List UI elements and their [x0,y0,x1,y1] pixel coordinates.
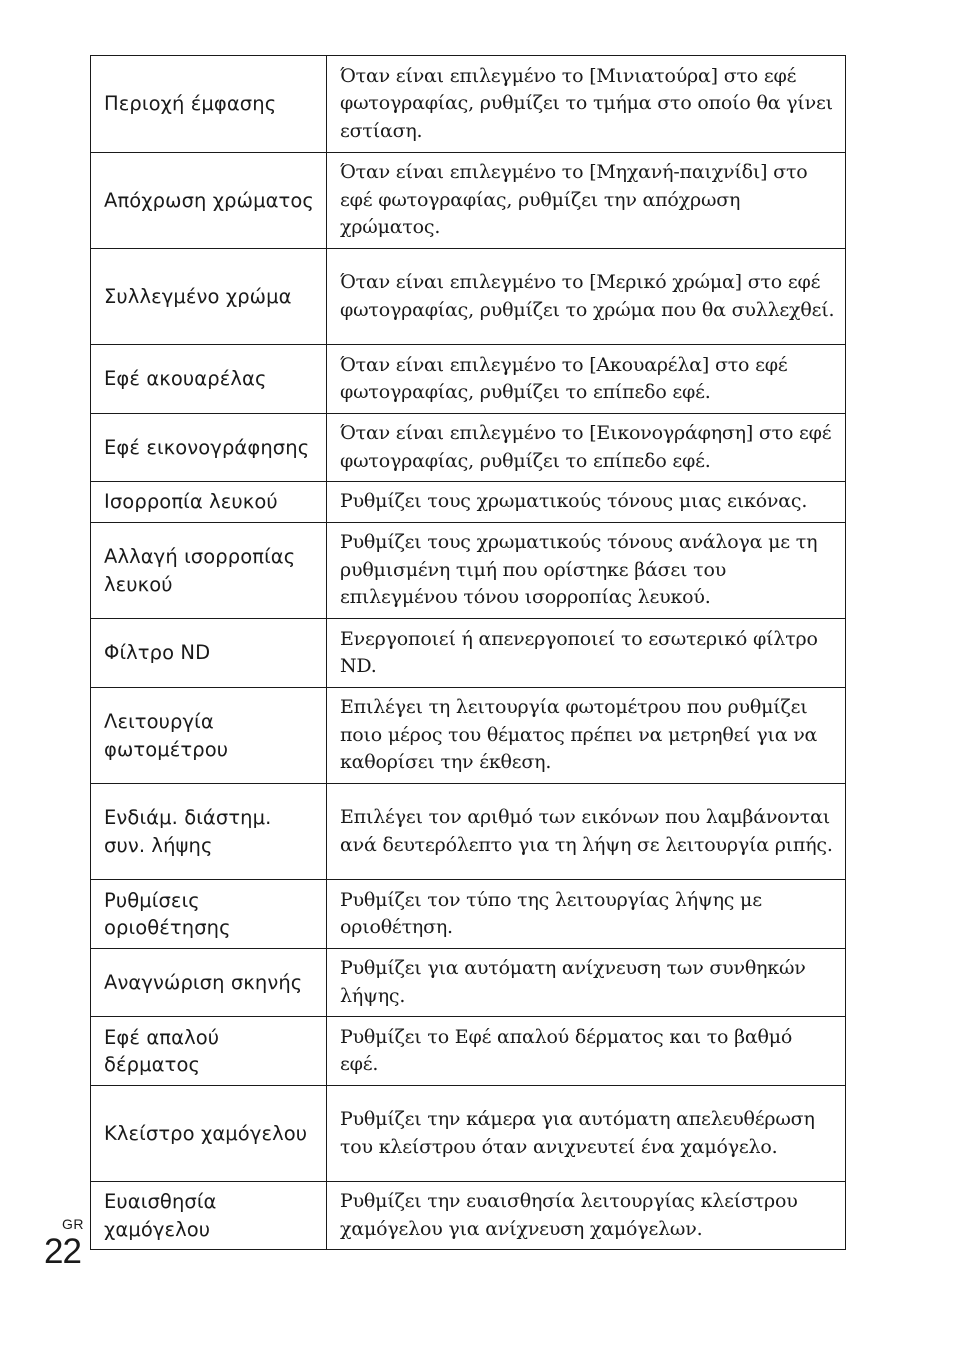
table-row [91,1017,846,1086]
table-row [91,880,846,949]
table-row [91,153,846,249]
setting-name: Απόχρωση χρώματος [91,153,327,249]
setting-description: Επιλέγει τη λειτουργία φωτομέτρου που ρυθμίζει ποιο μέρος του θέματος πρέπει να μετρηθεί για να καθορίσει την έκθεση. [327,688,846,784]
setting-description: Ρυθμίζει για αυτόματη ανίχνευση των συνθηκών λήψης. [327,949,846,1017]
setting-name: Κλείστρο χαμόγελου [91,1086,327,1182]
setting-description: Όταν είναι επιλεγμένο το [Εικονογράφηση] στο εφέ φωτογραφίας, ρυθμίζει το επίπεδο εφέ. [327,414,846,482]
setting-description: Ενεργοποιεί ή απενεργοποιεί το εσωτερικό φίλτρο ND. [327,619,846,688]
table-row [91,56,846,153]
setting-description: Ρυθμίζει τους χρωματικούς τόνους μιας εικόνας. [327,482,846,523]
setting-name: Αλλαγή ισορροπίας λευκού [91,523,327,619]
table-row [91,619,846,688]
setting-name: Ρυθμίσεις οριοθέτησης [91,880,327,949]
setting-description: Ρυθμίζει τον τύπο της λειτουργίας λήψης με οριοθέτηση. [327,880,846,949]
setting-description: Ρυθμίζει την ευαισθησία λειτουργίας κλείστρου χαμόγελου για ανίχνευση χαμόγελων. [327,1182,846,1250]
setting-name: Εφέ ακουαρέλας [91,345,327,414]
table-row [91,482,846,523]
setting-name: Εφέ απαλού δέρματος [91,1017,327,1086]
table-row [91,1182,846,1250]
region-code: GR [62,1216,84,1232]
setting-description: Όταν είναι επιλεγμένο το [Ακουαρέλα] στο εφέ φωτογραφίας, ρυθμίζει το επίπεδο εφέ. [327,345,846,414]
table-row [91,249,846,345]
setting-name: Λειτουργία φωτομέτρου [91,688,327,784]
setting-name: Φίλτρο ND [91,619,327,688]
setting-description: Ρυθμίζει την κάμερα για αυτόματη απελευθέρωση του κλείστρου όταν ανιχνευτεί ένα χαμόγελο. [327,1086,846,1182]
page-number: 22 [44,1232,81,1271]
table-row [91,688,846,784]
table-row [91,784,846,880]
setting-name: Ενδιάμ. διάστημ. συν. λήψης [91,784,327,880]
setting-description: Ρυθμίζει το Εφέ απαλού δέρματος και το βαθμό εφέ. [327,1017,846,1086]
table-row [91,523,846,619]
setting-name: Ευαισθησία χαμόγελου [91,1182,327,1250]
settings-table [90,55,846,1250]
setting-name: Εφέ εικονογράφησης [91,414,327,482]
setting-name: Περιοχή έμφασης [91,56,327,153]
setting-description: Επιλέγει τον αριθμό των εικόνων που λαμβάνονται ανά δευτερόλεπτο για τη λήψη σε λειτουργία ριπής. [327,784,846,880]
table-row [91,949,846,1017]
setting-name: Συλλεγμένο χρώμα [91,249,327,345]
table-row [91,1086,846,1182]
setting-name: Ισορροπία λευκού [91,482,327,523]
setting-description: Όταν είναι επιλεγμένο το [Μηχανή-παιχνίδι] στο εφέ φωτογραφίας, ρυθμίζει την απόχρωση χρώματος. [327,153,846,249]
setting-description: Ρυθμίζει τους χρωματικούς τόνους ανάλογα με τη ρυθμισμένη τιμή που ορίστηκε βάσει του επιλεγμένου τόνου ισορροπίας λευκού. [327,523,846,619]
setting-description: Όταν είναι επιλεγμένο το [Μινιατούρα] στο εφέ φωτογραφίας, ρυθμίζει το τμήμα στο οποίο θα γίνει εστίαση. [327,56,846,153]
table-row [91,345,846,414]
table-row [91,414,846,482]
setting-description: Όταν είναι επιλεγμένο το [Μερικό χρώμα] στο εφέ φωτογραφίας, ρυθμίζει το χρώμα που θα συλλεχθεί. [327,249,846,345]
setting-name: Αναγνώριση σκηνής [91,949,327,1017]
